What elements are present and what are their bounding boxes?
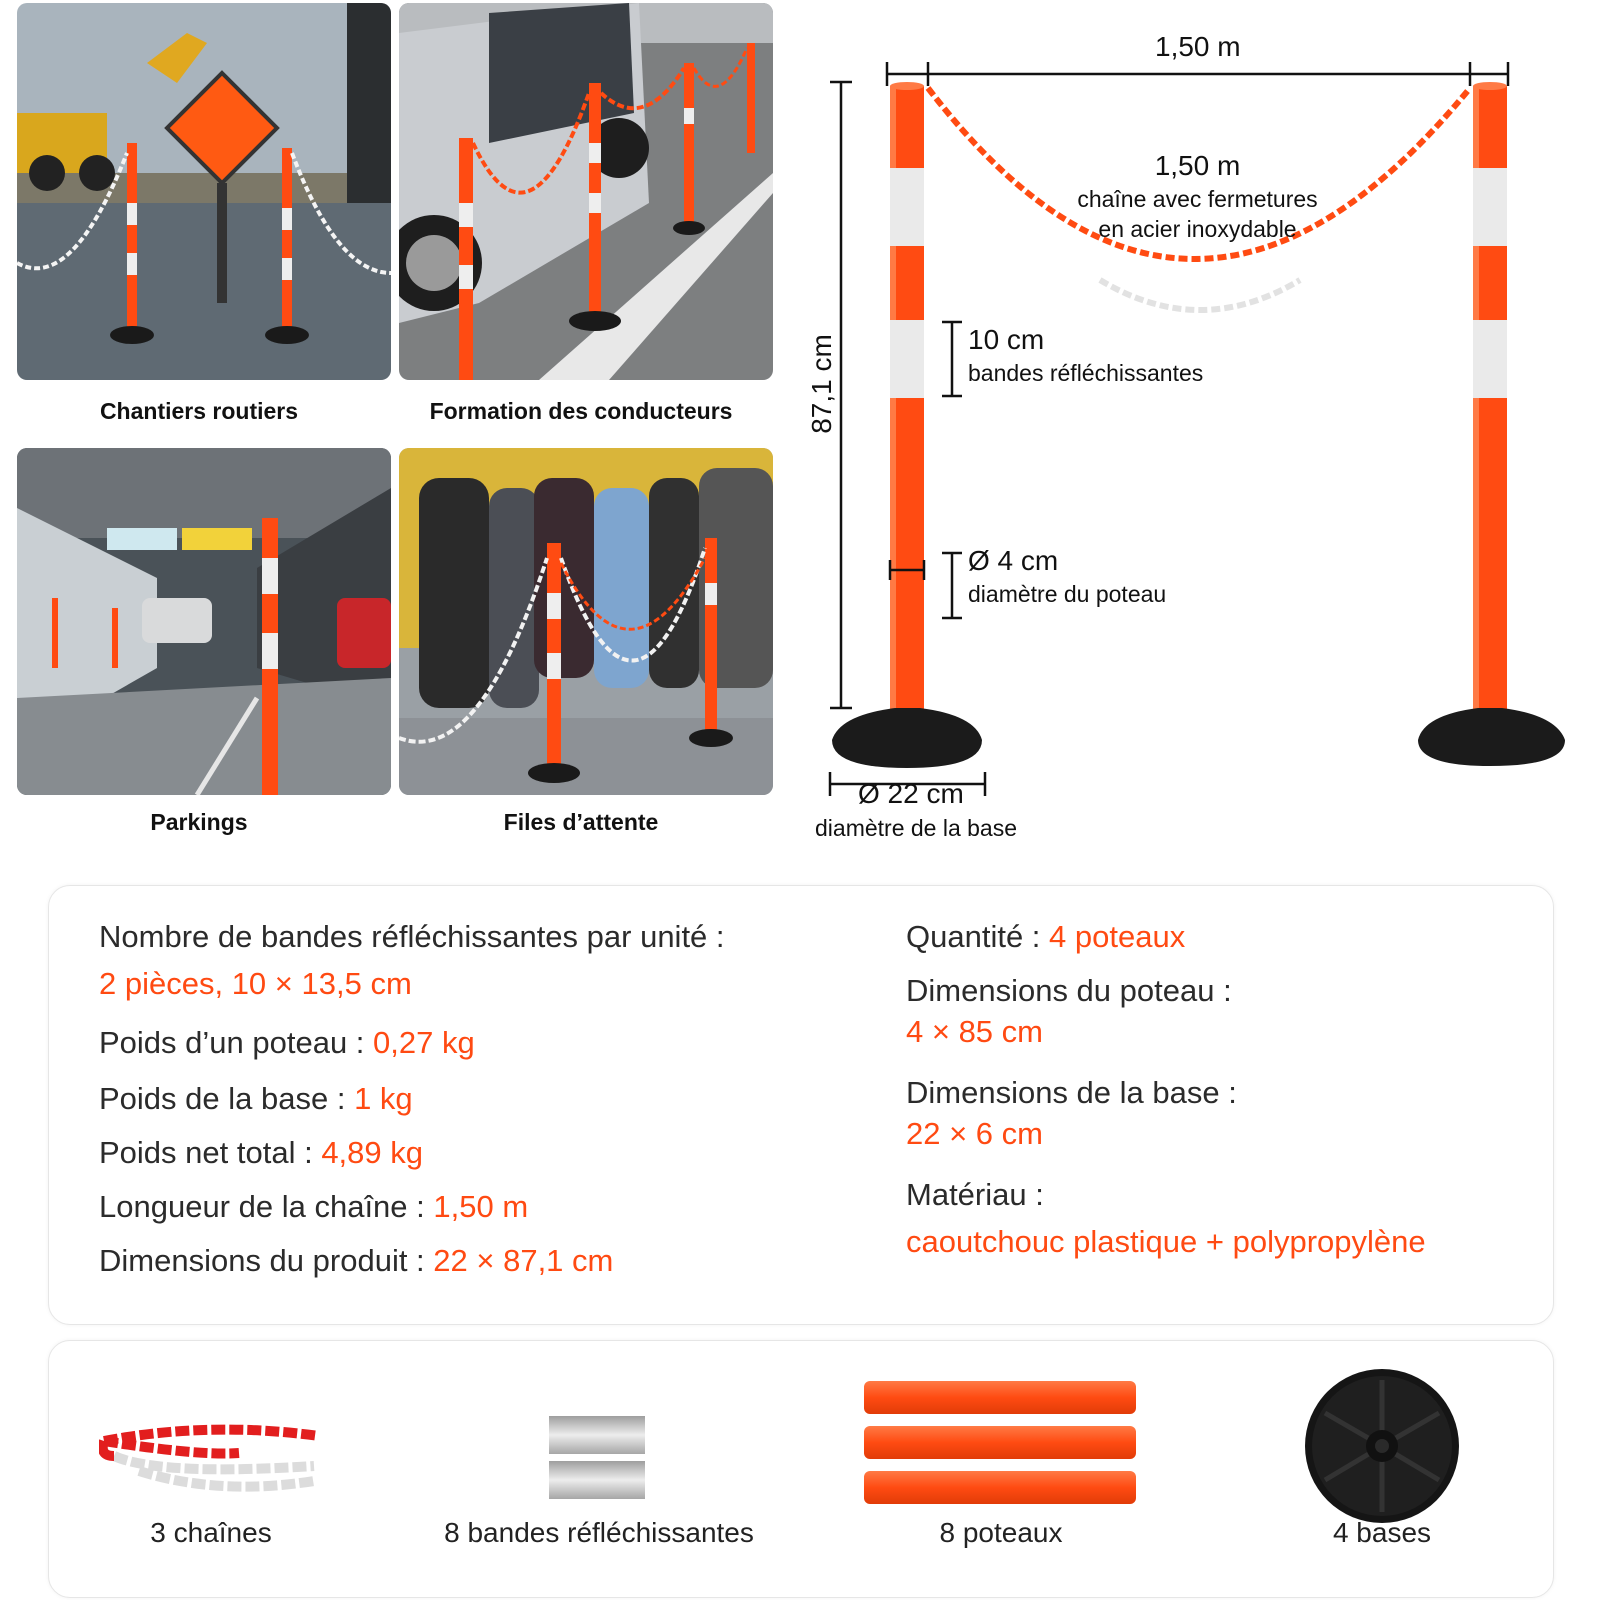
spec-pole-dimensions-label: Dimensions du poteau :: [906, 973, 1232, 1008]
band-description: bandes réfléchissantes: [968, 360, 1204, 386]
photo-road-works: [17, 3, 391, 380]
chain-description-line2: en acier inoxydable: [1098, 216, 1297, 242]
spec-reflective-bands-value: 2 pièces, 10 × 13,5 cm: [99, 966, 412, 1001]
height-label: 87,1 cm: [805, 334, 837, 434]
spec-pole-weight: [99, 1024, 475, 1061]
base-icon: [1304, 1368, 1460, 1524]
spec-pole-weight-label: Poids d’un poteau :: [99, 1025, 374, 1060]
spec-product-dimensions-label: Dimensions du produit :: [99, 1243, 434, 1278]
pole-icon: [864, 1381, 1139, 1506]
spec-base-dimensions-value: 22 × 6 cm: [906, 1116, 1043, 1151]
spec-base-weight-label: Poids de la base :: [99, 1081, 355, 1116]
diagram-drawing: [810, 0, 1600, 860]
band-height-label: 10 cm: [968, 324, 1045, 355]
specifications-panel: [48, 885, 1554, 1325]
spec-base-dimensions-label: Dimensions de la base :: [906, 1075, 1237, 1110]
spec-quantity-label: Quantité :: [906, 919, 1050, 954]
package-contents-panel: [48, 1340, 1554, 1598]
pole-diameter-description: diamètre du poteau: [968, 581, 1167, 607]
spec-product-dimensions: [99, 1242, 613, 1279]
caption-driver-training: Formation des conducteurs: [429, 398, 733, 424]
spec-chain-length-value: 1,50 m: [433, 1189, 529, 1224]
spec-material-value: caoutchouc plastique + polypropylène: [906, 1224, 1426, 1259]
base-diameter-label: Ø 22 cm: [858, 778, 964, 809]
spec-net-weight-value: 4,89 kg: [321, 1135, 424, 1170]
caption-queues: Files d’attente: [503, 809, 659, 835]
spec-reflective-bands-label: Nombre de bandes réfléchissantes par unité :: [99, 919, 725, 954]
photo-driver-training: [399, 3, 773, 380]
spec-base-weight: [99, 1080, 413, 1117]
spec-net-weight-label: Poids net total :: [99, 1135, 322, 1170]
photo-queues: [399, 448, 773, 795]
contents-reflective-bands-label: 8 bandes réfléchissantes: [444, 1517, 754, 1548]
spec-chain-length-label: Longueur de la chaîne :: [99, 1189, 434, 1224]
spec-pole-weight-value: 0,27 kg: [373, 1025, 475, 1060]
spec-pole-dimensions-value: 4 × 85 cm: [906, 1014, 1043, 1049]
width-label: 1,50 m: [1155, 31, 1241, 62]
chain-icon: [99, 1401, 324, 1501]
spec-quantity-value: 4 poteaux: [1049, 919, 1186, 954]
spec-base-weight-value: 1 kg: [354, 1081, 413, 1116]
chain-description-line1: chaîne avec fermetures: [1077, 186, 1318, 212]
caption-parking: Parkings: [150, 809, 248, 835]
spec-product-dimensions-value: 22 × 87,1 cm: [433, 1243, 614, 1278]
chain-length-label: 1,50 m: [1154, 150, 1241, 181]
base-diameter-description: diamètre de la base: [815, 815, 1018, 841]
contents-chains-label: 3 chaînes: [150, 1517, 272, 1548]
contents-bases-label: 4 bases: [1332, 1517, 1432, 1548]
photo-parking: [17, 448, 391, 795]
spec-quantity: [906, 918, 1185, 955]
spec-net-weight: [99, 1134, 423, 1171]
spec-material-label: Matériau :: [906, 1177, 1044, 1212]
spec-chain-length: [99, 1188, 528, 1225]
caption-road-works: Chantiers routiers: [99, 398, 299, 424]
contents-poles-label: 8 poteaux: [939, 1517, 1063, 1548]
reflective-band-icon: [549, 1416, 645, 1501]
product-dimension-diagram: [805, 0, 1600, 860]
pole-diameter-label: Ø 4 cm: [968, 545, 1059, 576]
